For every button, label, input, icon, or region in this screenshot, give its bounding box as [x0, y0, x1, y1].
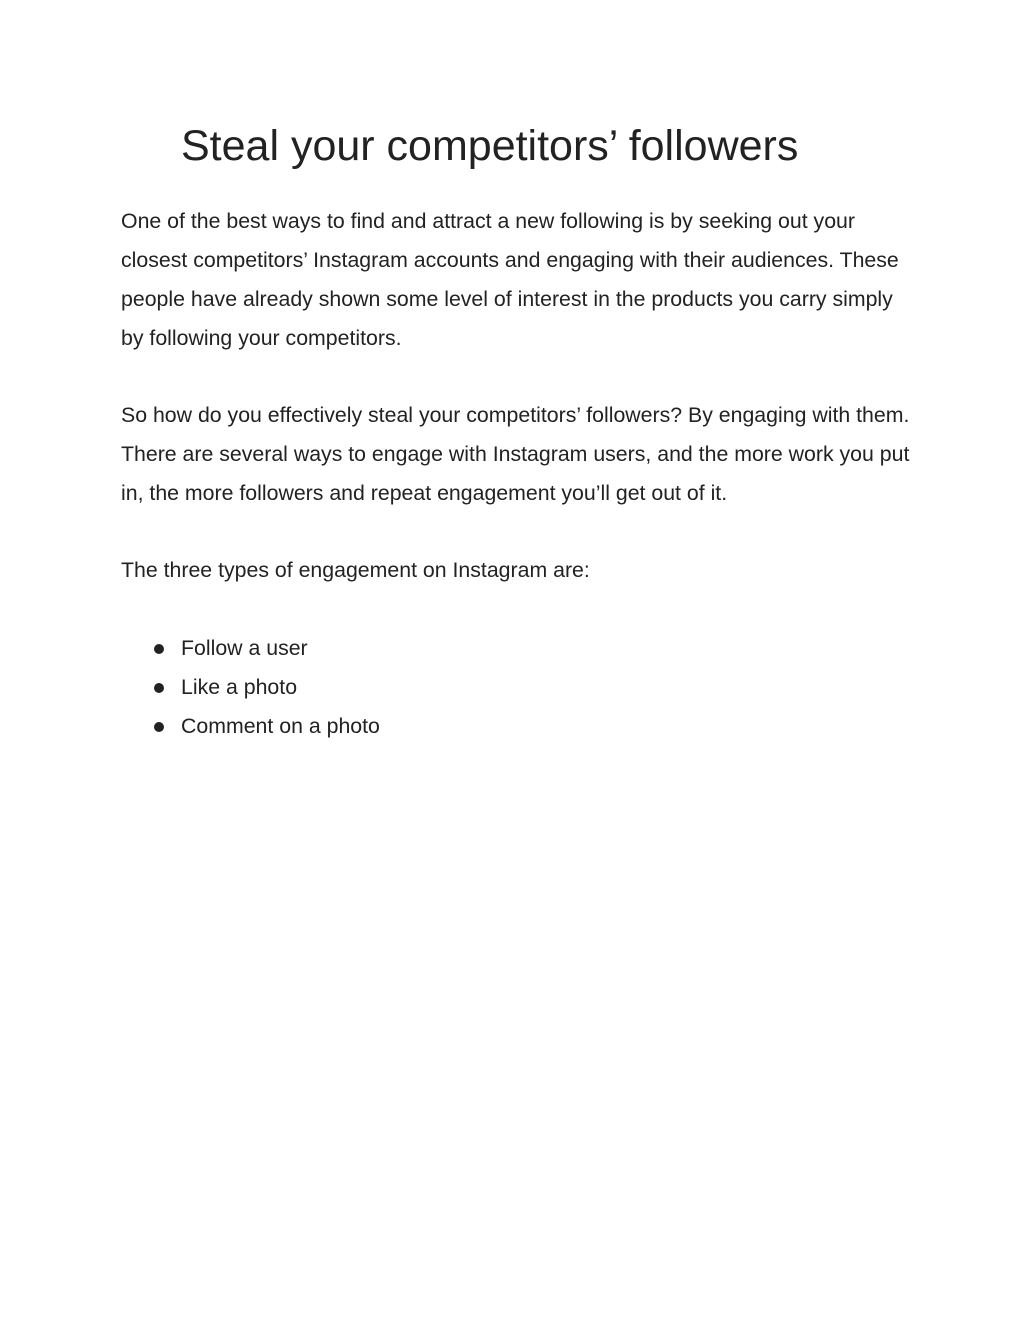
list-item — [121, 629, 380, 668]
list-item-label: Comment on a photo — [181, 714, 380, 738]
bullet-icon — [154, 644, 164, 654]
engagement-types-list — [121, 629, 380, 746]
list-item — [121, 668, 380, 707]
paragraph-how-to: So how do you effectively steal your competitors’ followers? By engaging with them. There are several ways to engage with Instagram users, and the more work you put in, the more followers and repeat engagement you’ll get out of it. — [121, 403, 910, 505]
list-item — [121, 707, 380, 746]
list-item-label: Like a photo — [181, 675, 298, 699]
bullet-icon — [154, 683, 164, 693]
list-item-label: Follow a user — [181, 636, 308, 660]
paragraph-types-intro: The three types of engagement on Instagram are: — [121, 558, 590, 582]
paragraph-intro: One of the best ways to find and attract a new following is by seeking out your closest competitors’ Instagram accounts and engaging with their audiences. These people have already shown some level of interest in the products you carry simply by following your competitors. — [121, 209, 899, 350]
bullet-icon — [154, 722, 164, 732]
page-title: Steal your competitors’ followers — [181, 122, 799, 170]
